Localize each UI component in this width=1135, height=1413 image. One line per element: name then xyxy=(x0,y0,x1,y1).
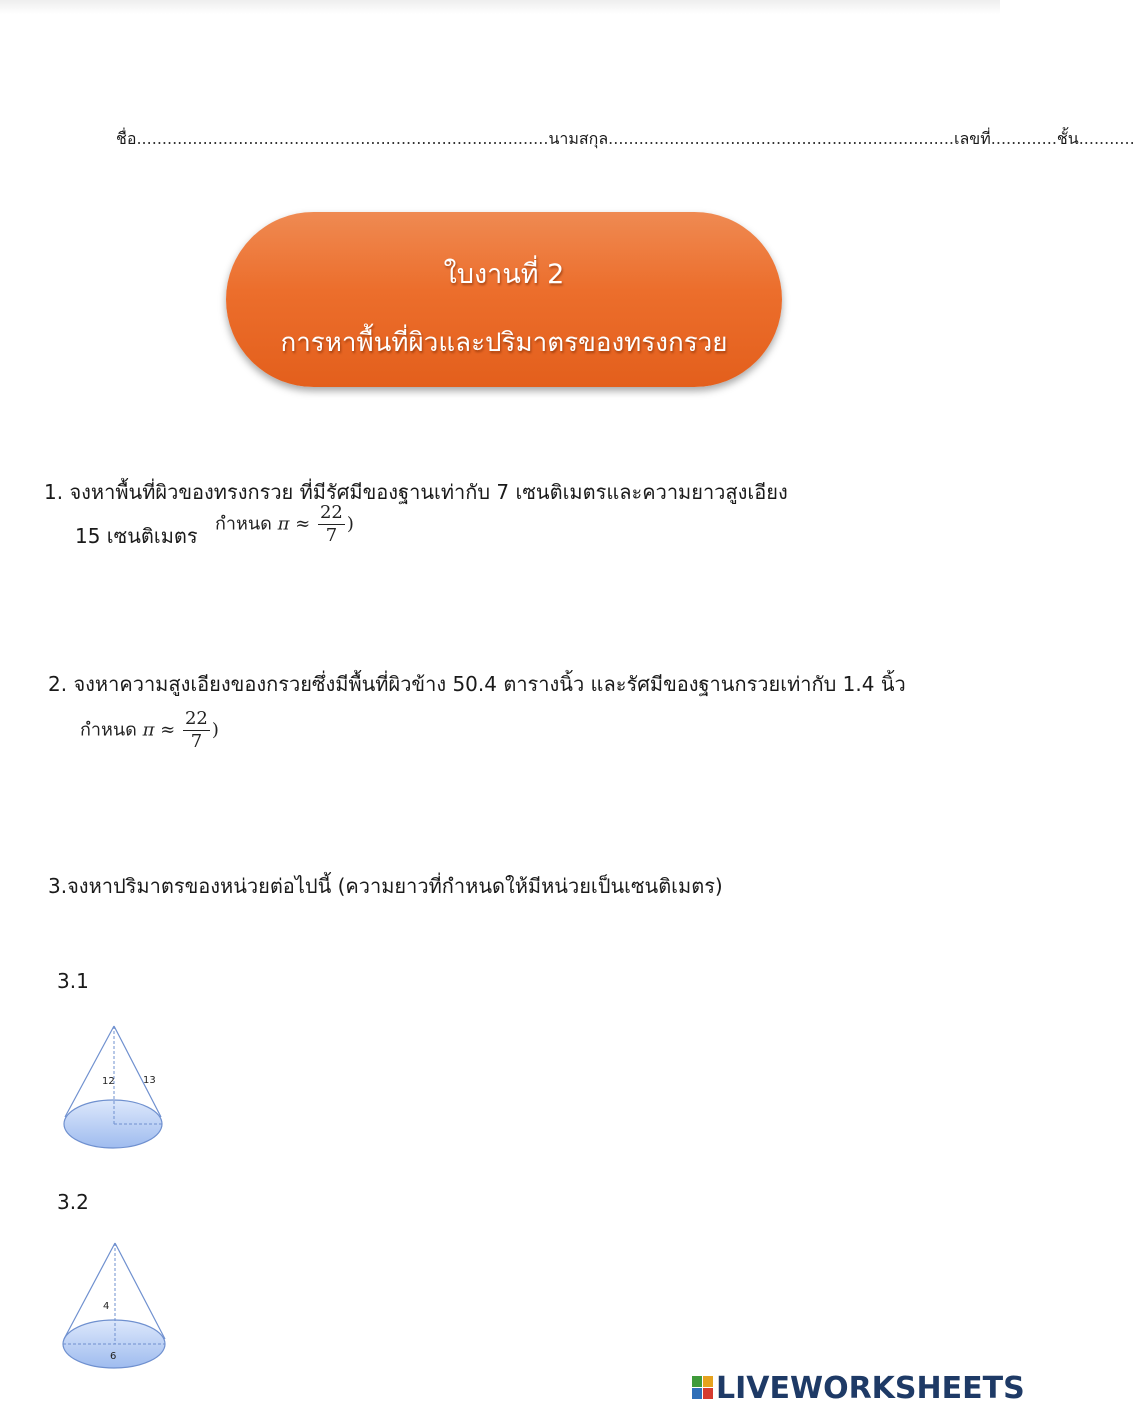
name-blank[interactable]: ................................................................................. xyxy=(136,129,549,148)
fraction-denominator: 7 xyxy=(190,731,203,752)
question-1-line1: 1. จงหาพื้นที่ผิวของทรงกรวย ที่มีรัศมีของฐานเท่ากับ 7 เซนติเมตรและความยาวสูงเอียง xyxy=(44,480,788,504)
diameter-label: 6 xyxy=(110,1351,117,1362)
fraction-denominator: 7 xyxy=(325,525,338,546)
given-label: กำหนด xyxy=(215,513,272,535)
pi-expression: π ≈ xyxy=(277,513,311,535)
liveworksheets-logo-icon xyxy=(692,1376,714,1400)
fraction xyxy=(318,502,345,547)
height-label: 12 xyxy=(102,1076,115,1087)
liveworksheets-logo[interactable] xyxy=(692,1371,1025,1406)
subquestion-3-2-label: 3.2 xyxy=(57,1190,89,1214)
top-bar xyxy=(0,0,1000,14)
fraction-numerator: 22 xyxy=(319,502,343,523)
question-1-pi-note xyxy=(215,502,354,547)
surname-label: นามสกุล xyxy=(548,129,609,148)
pi-expression: π ≈ xyxy=(142,719,176,741)
liveworksheets-logo-text: LIVEWORKSHEETS xyxy=(716,1371,1025,1406)
close-paren: ) xyxy=(346,513,354,535)
class-blank[interactable]: ........... xyxy=(1078,129,1135,148)
question-3-line1: 3.จงหาปริมาตรของหน่วยต่อไปนี้ (ความยาวที่กำหนดให้มีหน่วยเป็นเซนติเมตร) xyxy=(48,874,723,898)
fraction xyxy=(183,708,210,753)
question-2-line1: 2. จงหาความสูงเอียงของกรวยซึ่งมีพื้นที่ผิวข้าง 50.4 ตารางนิ้ว และรัศมีของฐานกรวยเท่ากับ 1.4 นิ้ว xyxy=(48,672,906,696)
close-paren: ) xyxy=(211,719,219,741)
student-info-line xyxy=(116,127,1135,152)
title-banner xyxy=(226,212,782,387)
number-label: เลขที่ xyxy=(954,129,991,148)
worksheet-title: การหาพื้นที่ผิวและปริมาตรของทรงกรวย xyxy=(280,328,728,358)
question-1-line2: 15 เซนติเมตร xyxy=(75,524,198,548)
slant-label: 13 xyxy=(143,1075,156,1086)
subquestion-3-1-label: 3.1 xyxy=(57,969,89,993)
surname-blank[interactable]: .................................................................... xyxy=(608,129,955,148)
number-blank[interactable]: ............. xyxy=(990,129,1057,148)
cone-diagram-3-2 xyxy=(55,1238,175,1373)
question-2-pi-note xyxy=(80,708,219,753)
given-label: กำหนด xyxy=(80,719,137,741)
cone-base xyxy=(64,1100,162,1148)
height-label: 4 xyxy=(103,1301,110,1312)
name-label: ชื่อ xyxy=(116,129,137,148)
cone-diagram-3-1 xyxy=(55,1020,175,1155)
worksheet-number: ใบงานที่ 2 xyxy=(443,259,565,290)
class-label: ชั้น xyxy=(1056,129,1079,148)
fraction-numerator: 22 xyxy=(184,708,208,729)
